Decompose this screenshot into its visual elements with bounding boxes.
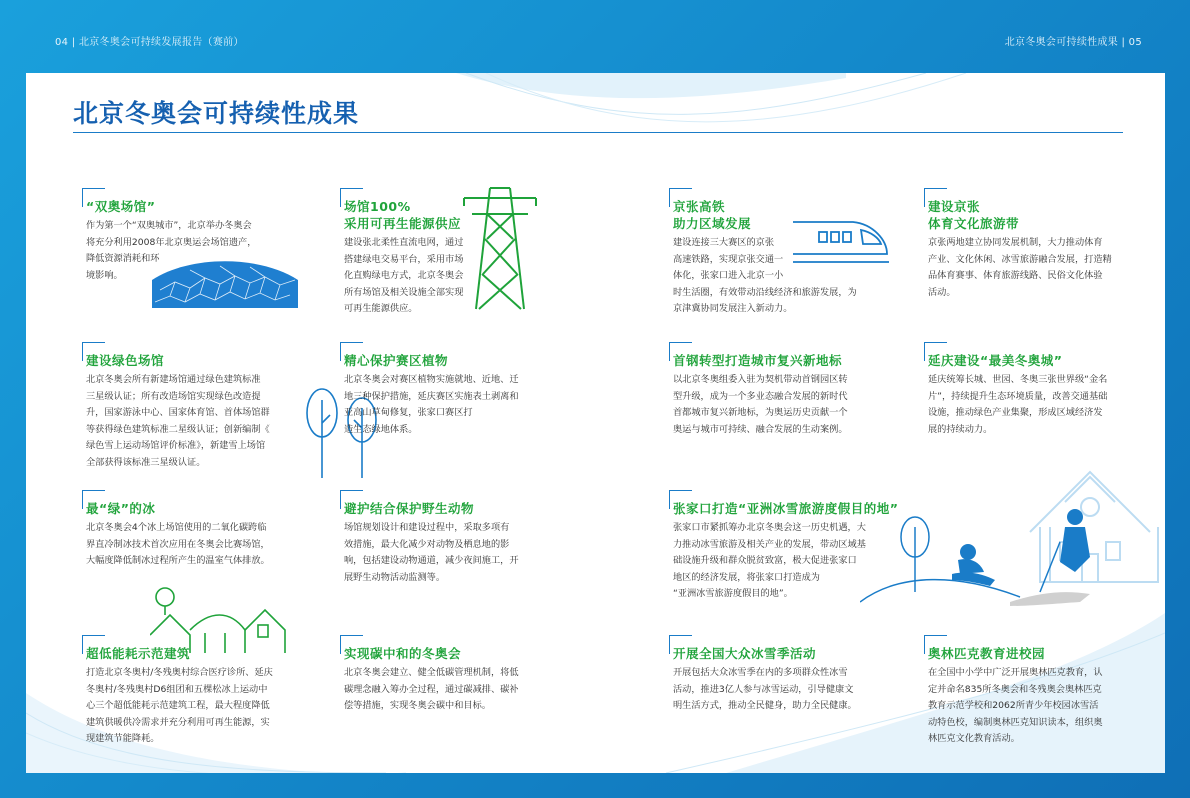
item-twin-olympic-venues [86,198,301,284]
item-title: 实现碳中和的冬奥会 [344,646,462,661]
item-sports-tourism-belt [928,198,1133,301]
item-wildlife-protection [344,500,544,586]
item-text: 北京冬奥会4个冰上场馆使用的二氧化碳跨临 界直冷制冰技术首次应用在冬奥会比赛场馆， 大幅度降低制冰过程所产生的温室气体排放。 [86,522,270,566]
header-right: 北京冬奥会可持续性成果 | 05 [1004,37,1142,48]
item-title: 超低能耗示范建筑 [86,646,191,661]
item-title: 京张高铁 助力区域发展 [673,199,752,231]
item-green-venues [86,352,301,471]
item-title: 奥林匹克教育进校园 [928,646,1046,661]
item-yanqing-city [928,352,1133,438]
item-text: 北京冬奥会建立、健全低碳管理机制，将低 碳理念融入筹办全过程，通过碳减排、碳补 偿等措施，实现冬奥会碳中和目标。 [344,667,519,711]
item-text: 延庆统筹长城、世园、冬奥三张世界级“金名 片”，持续提升生态环境质量，改善交通基础 设施，推动绿色产业集聚，形成区域经济发 展的持续动力。 [928,374,1108,435]
item-title: 建设京张 体育文化旅游带 [928,199,1020,231]
item-beijing-zhangjiakou-railway [673,198,868,318]
item-ultra-low-energy-buildings [86,645,306,748]
item-public-ice-snow-season [673,645,888,715]
item-title: 首钢转型打造城市复兴新地标 [673,353,843,368]
item-text: 张家口市紧抓筹办北京冬奥会这一历史机遇，大 力推动冰雪旅游及相关产业的发展，带动区域基 础设施升级和群众脱贫致富，极大促进张家口 地区的经济发展，将张家口打造成为 “亚洲冰雪旅游度假目的地”。 [673,522,866,599]
item-text: 场馆规划设计和建设过程中，采取多项有 效措施，最大化减少对动物及栖息地的影 响，包括建设动物通道，减少夜间施工，开 展野生动物活动监测等。 [344,522,519,583]
item-text: 开展包括大众冰雪季在内的多项群众性冰雪 活动，推进3亿人参与冰雪运动，引导健康文 明生活方式，推动全民健身，助力全民健康。 [673,667,857,711]
item-title: 延庆建设“最美冬奥城” [928,353,1063,368]
item-title: “双奥场馆” [86,199,156,214]
item-text: 作为第一个“双奥城市”，北京举办冬奥会 将充分利用2008年北京奥运会场馆遗产， 降低资源消耗和环 境影响。 [86,220,257,281]
header-left: 04 | 北京冬奥会可持续发展报告（赛前） [55,37,244,48]
item-zhangjiakou-destination [673,500,918,603]
item-text: 京张两地建立协同发展机制，大力推动体育 产业、文化休闲、冰雪旅游融合发展，打造精 品体育赛事、体育旅游线路、民俗文化体验 活动。 [928,237,1112,298]
item-title: 张家口打造“亚洲冰雪旅游度假目的地” [673,501,899,516]
item-text: 北京冬奥会对赛区植物实施就地、近地、迁 地三种保护措施，延庆赛区实施表土剥离和 亚高山草甸修复，张家口赛区打 造生态绿地体系。 [344,374,519,435]
item-title: 建设绿色场馆 [86,353,165,368]
item-text: 建设张北柔性直流电网，通过 搭建绿电交易平台，采用市场 化直购绿电方式，北京冬奥会 所有场馆及相关设施全部实现 可再生能源供应。 [344,237,464,314]
item-title: 开展全国大众冰雪季活动 [673,646,817,661]
item-carbon-neutral-games [344,645,544,715]
page-title: 北京冬奥会可持续性成果 [73,99,360,128]
item-text: 北京冬奥会所有新建场馆通过绿色建筑标准 三星级认证；所有改造场馆实现绿色改造提 升，国家游泳中心、国家体育馆、首体场馆群 等获得绿色建筑标准二星级认证；创新编制《 绿色雪上运动场馆评价标准》，新建雪上场馆 全部获得该标准三星级认证。 [86,374,270,468]
item-title: 最“绿”的冰 [86,501,156,516]
item-title: 避护结合保护野生动物 [344,501,475,516]
item-title: 精心保护赛区植物 [344,353,449,368]
item-greenest-ice [86,500,301,570]
item-text: 打造北京冬奥村/冬残奥村综合医疗诊所、延庆 冬奥村/冬残奥村D6组团和五棵松冰上运动中 心三个超低能耗示范建筑工程，最大程度降低 建筑供暖供冷需求并充分利用可再生能源，实 现建筑节能降耗。 [86,667,273,744]
item-text: 在全国中小学中广泛开展奥林匹克教育，认 定并命名835所冬奥会和冬残奥会奥林匹克 教育示范学校和2062所青少年校园冰雪活 动特色校，编制奥林匹克知识读本，组织奥 林匹克文化教育活动。 [928,667,1103,744]
item-title: 场馆100% 采用可再生能源供应 [344,199,462,231]
item-text: 以北京冬奥组委入驻为契机带动首钢园区转 型升级，成为一个多业态融合发展的新时代 首都城市复兴新地标，为奥运历史贡献一个 奥运与城市可持续、融合发展的生动案例。 [673,374,848,435]
item-plant-protection [344,352,544,438]
item-text: 建设连接三大赛区的京张 高速铁路，实现京张交通一 体化，张家口进入北京一小 时生活圈，有效带动沿线经济和旅游发展，为 京津冀协同发展注入新动力。 [673,237,857,314]
item-renewable-energy [344,198,484,318]
item-shougang-landmark [673,352,893,438]
title-divider [73,132,1123,133]
item-olympic-education [928,645,1138,748]
